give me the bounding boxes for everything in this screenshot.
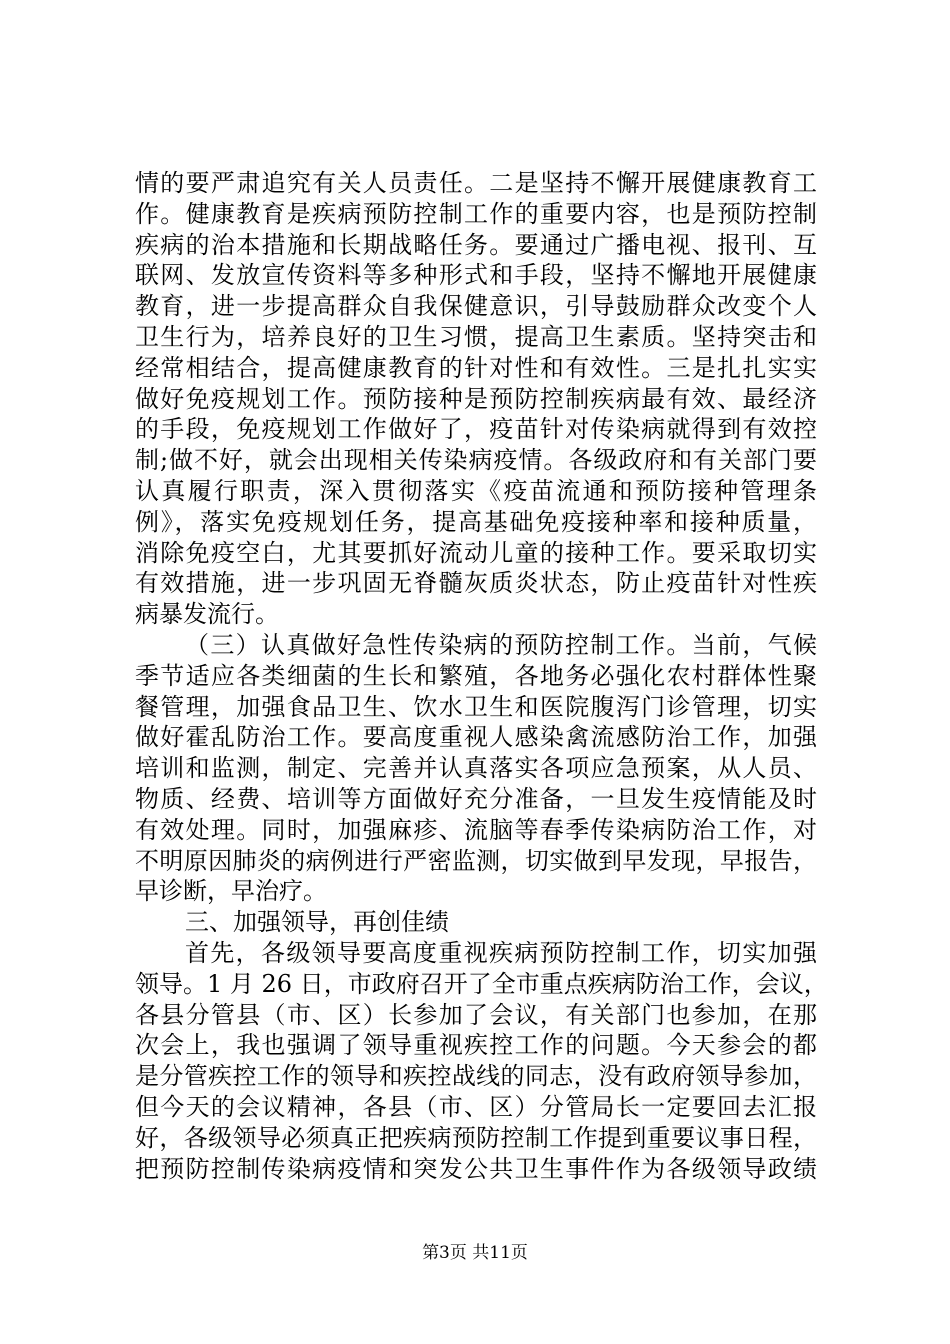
paragraph-acute-infectious-disease: [135, 630, 817, 907]
text-line: 但今天的会议精神，各县（市、区）分管局长一定要回去汇报: [135, 1092, 817, 1121]
text-line: 早诊断，早治疗。: [135, 877, 327, 906]
text-line: 病暴发流行。: [135, 600, 279, 629]
section-heading-text: 三、加强领导，再创佳绩: [185, 908, 449, 937]
text-line: 消除免疫空白，尤其要抓好流动儿童的接种工作。要采取切实: [135, 538, 817, 567]
text-line: 认真履行职责，深入贯彻落实《疫苗流通和预防接种管理条: [135, 476, 817, 505]
document-body: [135, 168, 828, 1184]
page-footer: [0, 1241, 950, 1265]
text-line: 好，各级领导必须真正把疾病预防控制工作提到重要议事日程，: [135, 1123, 817, 1152]
text-line: 把预防控制传染病疫情和突发公共卫生事件作为各级领导政绩: [135, 1154, 817, 1183]
text-line: （三）认真做好急性传染病的预防控制工作。当前，气候: [185, 630, 817, 659]
text-line: 首先，各级领导要高度重视疾病预防控制工作，切实加强: [185, 938, 817, 967]
text-line: 联网、发放宣传资料等多种形式和手段，坚持不懈地开展健康: [135, 261, 817, 290]
paragraph-leadership: [135, 938, 828, 1184]
text-line: 情的要严肃追究有关人员责任。二是坚持不懈开展健康教育工: [135, 169, 817, 197]
text-line: 有效处理。同时，加强麻疹、流脑等春季传染病防治工作，对: [135, 815, 817, 844]
text-line: 作。健康教育是疾病预防控制工作的重要内容，也是预防控制: [135, 199, 817, 228]
page-number-label: 第3页 共11页: [422, 1243, 528, 1263]
text-line: 不明原因肺炎的病例进行严密监测，切实做到早发现，早报告，: [135, 846, 817, 875]
section-heading: [135, 907, 817, 938]
text-line: 疾病的治本措施和长期战略任务。要通过广播电视、报刊、互: [135, 230, 817, 259]
paragraph-health-education: [135, 168, 817, 630]
text-line: 卫生行为，培养良好的卫生习惯，提高卫生素质。坚持突击和: [135, 322, 817, 351]
text-line: 例》，落实免疫规划任务，提高基础免疫接种率和接种质量，: [135, 507, 817, 536]
text-line: 领导。1 月 26 日，市政府召开了全市重点疾病防治工作，会议，: [135, 969, 828, 998]
text-line: 经常相结合，提高健康教育的针对性和有效性。三是扎扎实实: [135, 353, 817, 382]
text-line: 季节适应各类细菌的生长和繁殖，各地务必强化农村群体性聚: [135, 661, 817, 690]
text-line: 各县分管县（市、区）长参加了会议，有关部门也参加，在那: [135, 1000, 817, 1029]
text-line: 物质、经费、培训等方面做好充分准备，一旦发生疫情能及时: [135, 784, 817, 813]
text-line: 次会上，我也强调了领导重视疾控工作的问题。今天参会的都: [135, 1031, 817, 1060]
text-line: 制;做不好，就会出现相关传染病疫情。各级政府和有关部门要: [135, 446, 817, 475]
text-line: 教育，进一步提高群众自我保健意识，引导鼓励群众改变个人: [135, 292, 817, 321]
text-line: 的手段，免疫规划工作做好了，疫苗针对传染病就得到有效控: [135, 415, 817, 444]
text-line: 餐管理，加强食品卫生、饮水卫生和医院腹泻门诊管理，切实: [135, 692, 817, 721]
text-line: 做好霍乱防治工作。要高度重视人感染禽流感防治工作，加强: [135, 723, 817, 752]
text-line: 培训和监测，制定、完善并认真落实各项应急预案，从人员、: [135, 754, 817, 783]
text-line: 是分管疾控工作的领导和疾控战线的同志，没有政府领导参加，: [135, 1062, 817, 1091]
text-line: 有效措施，进一步巩固无脊髓灰质炎状态，防止疫苗针对性疾: [135, 569, 817, 598]
text-line: 做好免疫规划工作。预防接种是预防控制疾病最有效、最经济: [135, 384, 817, 413]
